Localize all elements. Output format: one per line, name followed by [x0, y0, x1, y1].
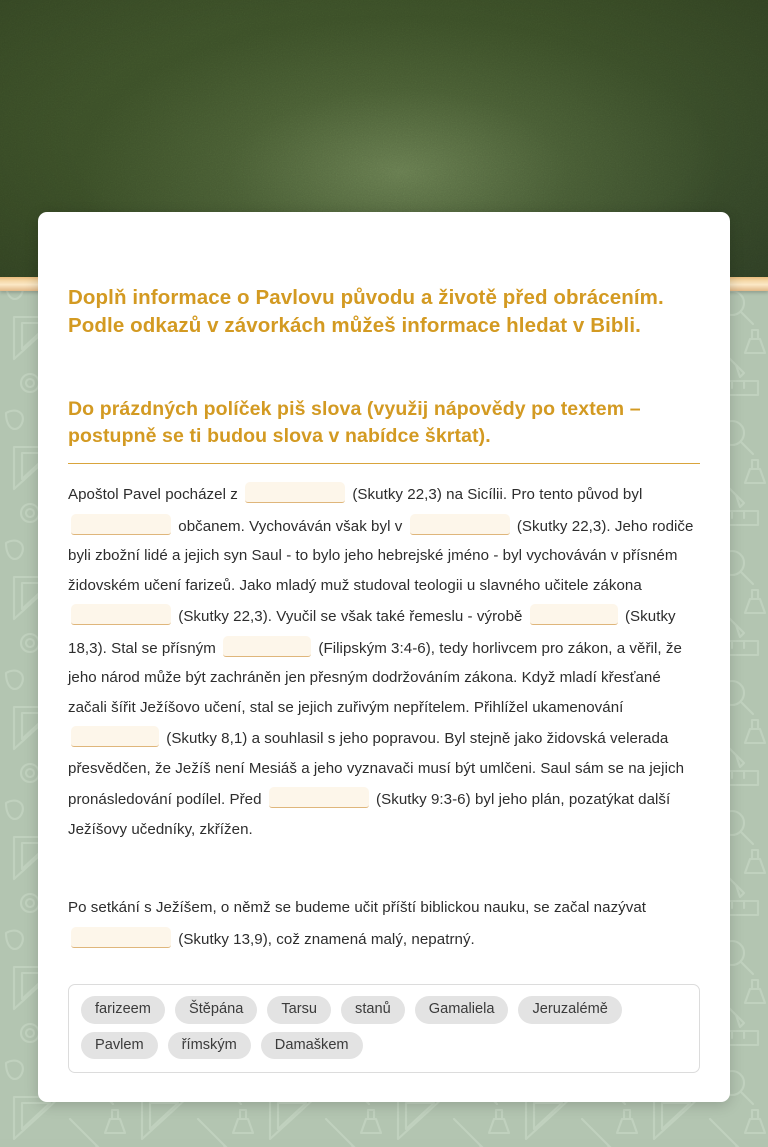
word-bank-chip[interactable]: farizeem	[81, 996, 165, 1024]
worksheet-card	[38, 212, 730, 1102]
word-bank-chip[interactable]: Tarsu	[267, 996, 331, 1024]
task-subheading: Do prázdných políček piš slova (využij nápovědy po textem – postupně se ti budou slova v nabídce škrtat).	[68, 398, 641, 447]
word-bank-chip[interactable]: stanů	[341, 996, 405, 1024]
fill-in-blank-2[interactable]	[71, 514, 171, 535]
word-bank-chip[interactable]: Jeruzalémě	[518, 996, 621, 1024]
exercise-paragraph-2: Po setkání s Ježíšem, o němž se budeme učit příští biblickou nauku, se začal nazývat (Skutky 13,9), což znamená malý, nepatrný.	[68, 899, 647, 948]
word-bank-chip[interactable]: římským	[168, 1032, 251, 1060]
fill-in-blank-5[interactable]	[530, 604, 618, 625]
fill-in-blank-6[interactable]	[223, 636, 311, 657]
fill-in-blank-3[interactable]	[410, 514, 510, 535]
fill-in-blank-8[interactable]	[269, 787, 369, 808]
word-bank-chip[interactable]: Damaškem	[261, 1032, 363, 1060]
fill-in-blank-4[interactable]	[71, 604, 171, 625]
task-heading: Doplň informace o Pavlovu původu a životě před obrácením. Podle odkazů v závorkách můžeš informace hledat v Bibli.	[68, 286, 664, 338]
fill-in-blank-7[interactable]	[71, 726, 159, 747]
exercise-paragraph-1: Apoštol Pavel pocházel z (Skutky 22,3) na Sicílii. Pro tento původ byl občanem. Vychováván však byl v (Skutky 22,3). Jeho rodiče byli zbožní lidé a jejich syn Saul - to bylo jeho hebrejské jméno - byl vychováván v přísném židovském učení farizeů. Jako mladý muž studoval teologii u slavného učitele zákona (Skutky 22,3). Vyučil se však také řemeslu - výrobě (Skutky 18,3). Stal se přísným (Filipským 3:4-6), tedy horlivcem pro zákon, a věřil, že jeho národ může být zachráněn jen přesným dodržováním zákona. Když mladí křesťané začali šířit Ježíšovo učení, stal se jejich zuřivým nepřítelem. Přihlížel ukamenování (Skutky 8,1) a souhlasil s jeho popravou. Byl stejně jako židovská velerada přesvědčen, že Ježíš není Mesiáš a jeho vyznavači musí být umlčeni. Saul sám se na jejich pronásledování podílel. Před (Skutky 9:3-6) byl jeho plán, pozatýkat další Ježíšovy učedníky, zkřížen.	[68, 478, 700, 844]
fill-in-blank-1[interactable]	[71, 927, 171, 948]
fill-in-blank-1[interactable]	[245, 482, 345, 503]
word-bank-chip[interactable]: Gamaliela	[415, 996, 509, 1024]
word-bank	[68, 984, 700, 1073]
word-bank-chip[interactable]: Štěpána	[175, 996, 257, 1024]
heading-divider	[68, 463, 700, 464]
paragraph-spacer	[68, 844, 700, 893]
word-bank-chip[interactable]: Pavlem	[81, 1032, 158, 1060]
